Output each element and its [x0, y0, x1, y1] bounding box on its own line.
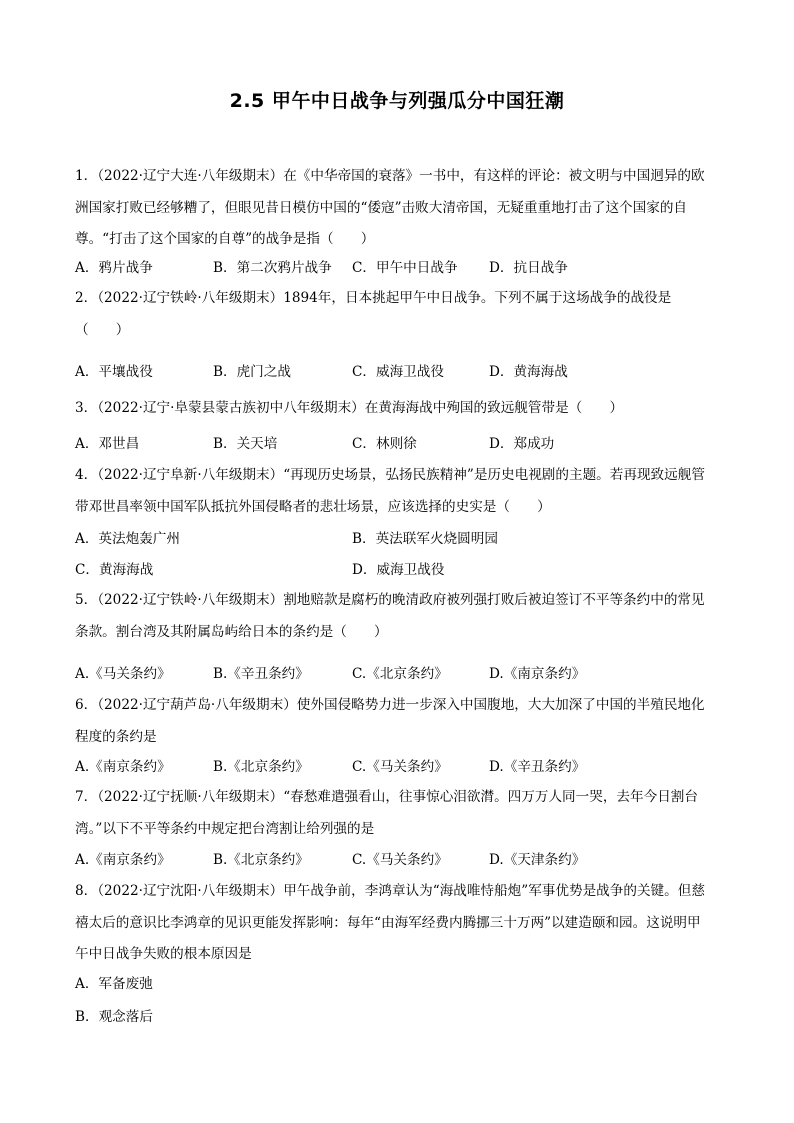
question-text-line: 1．（2022·辽宁大连·八年级期末）在《中华帝国的衰落》一书中，有这样的评论：被文明与中国迥异的欧: [75, 168, 705, 184]
question-6: [75, 690, 723, 753]
option-d: D.《南京条约》: [489, 666, 586, 682]
option-c: C.《马关条约》: [352, 852, 448, 868]
option-d: D．郑成功: [489, 436, 555, 452]
option-c: C．甲午中日战争: [352, 260, 458, 276]
question-8: [75, 876, 723, 971]
question-text-line: 5．（2022·辽宁铁岭·八年级期末）割地赔款是腐朽的晚清政府被列强打败后被迫签订不平等条约中的常见: [75, 592, 705, 608]
option-a: A.《马关条约》: [75, 666, 171, 682]
option-a: A．英法炮轰广州: [75, 531, 180, 547]
question-text-line: 湾。”以下不平等条约中规定把台湾割让给列强的是: [75, 820, 375, 837]
option-c: C.《北京条约》: [352, 666, 448, 682]
question-text-line: 午中日战争失败的根本原因是: [75, 946, 252, 962]
option-a: A．邓世昌: [75, 436, 140, 452]
question-7-options: [75, 848, 725, 872]
question-5: [75, 585, 723, 648]
question-text-line: 3．（2022·辽宁·阜蒙县蒙古族初中八年级期末）在黄海海战中殉国的致远舰管带是（ ）: [75, 400, 624, 416]
question-text-line: 禧太后的意识比李鸿章的见识更能发挥影响：每年“由海军经费内腾挪三十万两”以建造颐和园。这说明甲: [75, 914, 701, 931]
question-text-line: 7．（2022·辽宁抚顺·八年级期末）“春愁难遣强看山，往事惊心泪欲潸。四万万人同一哭，去年今日割台: [75, 789, 698, 805]
question-text-line: 带邓世昌率领中国军队抵抗外国侵略者的悲壮场景，应该选择的史实是（ ）: [75, 498, 551, 515]
option-b: B．关天培: [213, 436, 278, 452]
question-7: [75, 782, 723, 845]
option-c: C．林则徐: [352, 436, 417, 452]
question-text-line: 8．（2022·辽宁沈阳·八年级期末）甲午战争前，李鸿章认为“海战唯恃船炮”军事优势是战争的关键。但慈: [75, 883, 705, 899]
question-3-options: [75, 432, 725, 456]
option-a: A．军备废弛: [75, 976, 153, 992]
option-b: B.《北京条约》: [213, 852, 309, 868]
option-b: B．英法联军火烧圆明园: [352, 531, 498, 547]
option-d: D．黄海海战: [489, 364, 568, 380]
question-8-option-a-row: [75, 972, 725, 996]
question-2-options: [75, 360, 725, 384]
option-b: B．第二次鸦片战争: [213, 260, 332, 276]
option-a: A.《南京条约》: [75, 852, 171, 868]
question-1: [75, 161, 723, 256]
option-b: B.《辛丑条约》: [213, 666, 309, 682]
option-d: D．威海卫战役: [352, 562, 445, 578]
option-d: D．抗日战争: [489, 260, 568, 276]
question-text-line: 洲国家打败已经够糟了，但眼见昔日模仿中国的“倭寇”击败大清帝国，无疑重重地打击了这个国家的自: [75, 199, 688, 216]
question-text-line: 尊。“打击了这个国家的自尊”的战争是指（ ）: [75, 231, 375, 247]
option-c: C．黄海海战: [75, 562, 154, 578]
option-c: C.《马关条约》: [352, 759, 448, 775]
question-1-options: [75, 256, 725, 280]
question-6-options: [75, 755, 725, 779]
question-text-line: （ ）: [75, 321, 130, 338]
option-d: D.《辛丑条约》: [489, 759, 586, 775]
option-b: B．虎门之战: [213, 364, 291, 380]
question-text-line: 6．（2022·辽宁葫芦岛·八年级期末）使外国侵略势力进一步深入中国腹地，大大加深了中国的半殖民地化: [75, 697, 705, 713]
question-4-options-row-1: [75, 527, 725, 551]
question-text-line: 2．（2022·辽宁铁岭·八年级期末）1894年，日本挑起甲午中日战争。下列不属于这场战争的战役是: [75, 290, 672, 306]
option-b: B．观念落后: [75, 1009, 153, 1025]
question-8-option-b-row: [75, 1005, 725, 1029]
question-text-line: 条款。割台湾及其附属岛屿给日本的条约是（ ）: [75, 623, 388, 640]
question-4: [75, 460, 723, 523]
option-a: A．平壤战役: [75, 364, 153, 380]
option-a: A．鸦片战争: [75, 260, 153, 276]
option-a: A.《南京条约》: [75, 759, 171, 775]
option-c: C．威海卫战役: [352, 364, 444, 380]
page-title: 2.5 甲午中日战争与列强瓜分中国狂潮: [229, 90, 565, 112]
question-text-line: 程度的条约是: [75, 728, 157, 745]
option-d: D.《天津条约》: [489, 852, 586, 868]
question-2: [75, 283, 723, 346]
option-b: B.《北京条约》: [213, 759, 309, 775]
question-5-options: [75, 662, 725, 686]
question-text-line: 4．（2022·辽宁阜新·八年级期末）“再现历史场景，弘扬民族精神”是历史电视剧的主题。若再现致远舰管: [75, 467, 705, 483]
question-4-options-row-2: [75, 558, 725, 582]
question-3: [75, 393, 723, 425]
